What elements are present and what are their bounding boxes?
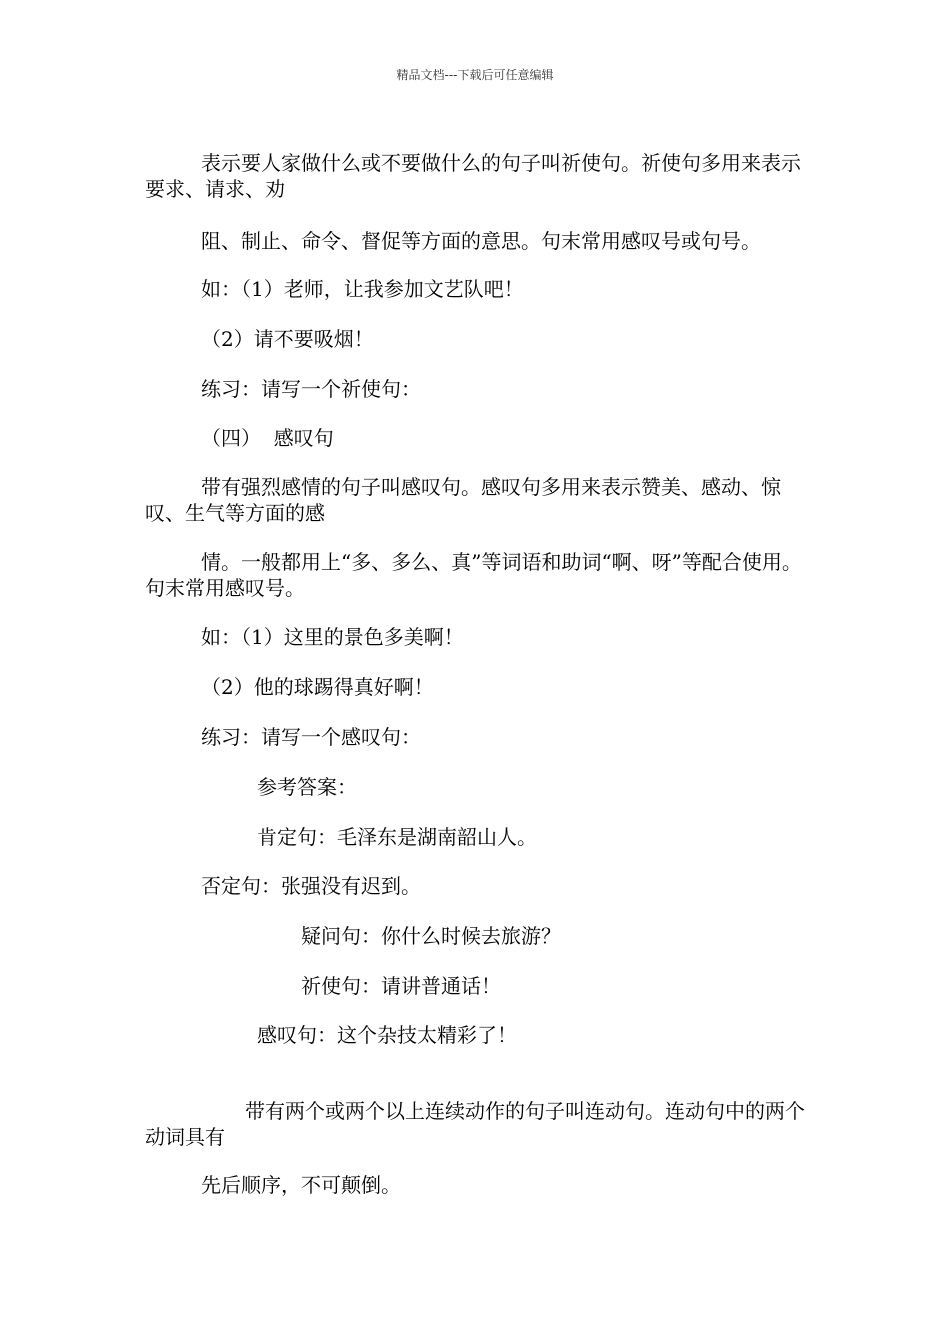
example-3: 如：（1）这里的景色多美啊！ [201,625,464,649]
example-1: 如：（1）老师，让我参加文艺队吧！ [201,277,524,301]
answer-exclamatory: 感叹句：这个杂技太精彩了！ [257,1023,517,1047]
page-header: 精品文档---下载后可任意编辑 [396,68,554,82]
answer-imperative: 祈使句：请讲普通话！ [301,974,501,998]
paragraph-serial-verb-continued: 先后顺序，不可颠倒。 [201,1173,401,1197]
paragraph-imperative-definition: 表示要人家做什么或不要做什么的句子叫祈使句。祈使句多用来表示要求、请求、劝 [145,151,801,201]
paragraph-exclamatory-continued: 情。一般都用上“多、多么、真”等词语和助词“啊、呀”等配合使用。句末常用感叹号。 [145,550,802,600]
practice-imperative: 练习：请写一个祈使句： [201,377,421,401]
answer-negative: 否定句：张强没有迟到。 [201,874,421,898]
answer-interrogative: 疑问句：你什么时候去旅游？ [301,924,561,948]
example-4: （2）他的球踢得真好啊！ [201,675,434,699]
answers-title: 参考答案： [257,775,357,799]
answer-affirmative: 肯定句：毛泽东是湖南韶山人。 [257,825,537,849]
paragraph-serial-verb-definition: 带有两个或两个以上连续动作的句子叫连动句。连动句中的两个动词具有 [145,1099,805,1149]
example-2: （2）请不要吸烟！ [201,327,374,351]
paragraph-exclamatory-definition: 带有强烈感情的句子叫感叹句。感叹句多用来表示赞美、感动、惊叹、生气等方面的感 [145,475,781,525]
paragraph-imperative-continued: 阻、制止、命令、督促等方面的意思。句末常用感叹号或句号。 [201,229,761,253]
section-heading-exclamatory: （四） 感叹句 [201,426,334,450]
practice-exclamatory: 练习：请写一个感叹句： [201,725,421,749]
